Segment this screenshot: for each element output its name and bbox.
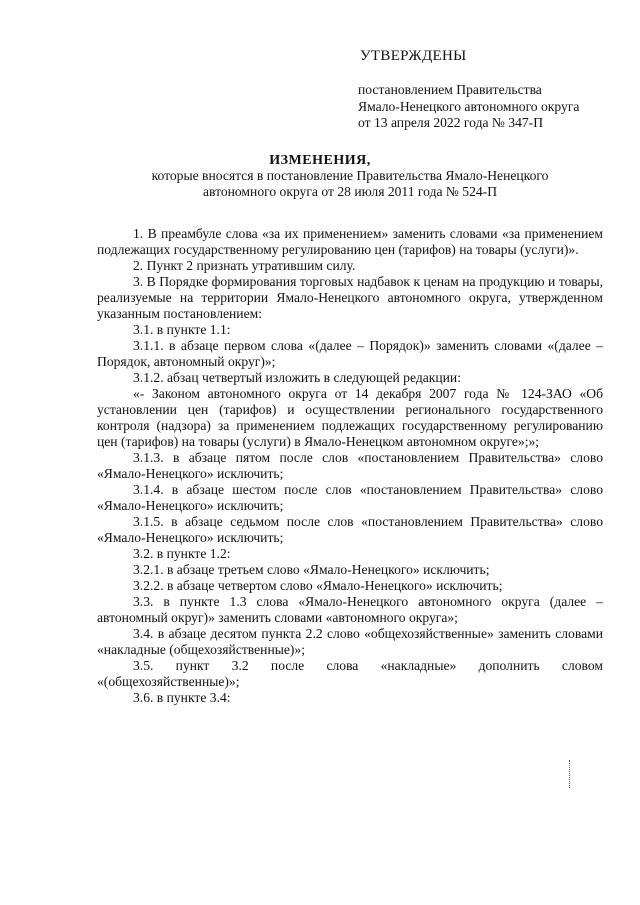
scan-mark	[569, 760, 571, 788]
approval-line: постановлением Правительства	[358, 82, 542, 97]
document-title: ИЗМЕНЕНИЯ,	[269, 153, 371, 168]
paragraph-2: 2. Пункт 2 признать утратившим силу.	[133, 258, 356, 273]
paragraph-3-5: 3.5. пункт 3.2 после слова «накладные» дополнить словом «(общехозяйственные)»;	[97, 658, 603, 689]
paragraph-3-3: 3.3. в пункте 1.3 слова «Ямало-Ненецкого автономного округа (далее – автономный округ)» заменить словами «автономного округа»;	[97, 594, 603, 625]
paragraph-3-2: 3.2. в пункте 1.2:	[133, 546, 231, 561]
approval-reference	[358, 82, 579, 132]
document-subtitle	[130, 168, 570, 200]
paragraph-3-1-5: 3.1.5. в абзаце седьмом после слов «постановлением Правительства» слово «Ямало-Ненецкого» исключить;	[97, 514, 603, 545]
document-body	[97, 226, 603, 706]
paragraph-3-2-1: 3.2.1. в абзаце третьем слово «Ямало-Ненецкого» исключить;	[133, 562, 490, 577]
paragraph-3-1: 3.1. в пункте 1.1:	[133, 322, 231, 337]
paragraph-quote: «- Законом автономного округа от 14 декабря 2007 года № 124-ЗАО «Об установлении цен (тарифов) и осуществлении регионального государственного контроля (надзора) за применением подлежащих государственному регулированию цен (тарифов) на товары (услуги) в Ямало-Ненецком автономном округе»;»;	[97, 386, 603, 449]
approval-line: Ямало-Ненецкого автономного округа	[358, 98, 580, 114]
subtitle-line: которые вносятся в постановление Правительства Ямало-Ненецкого	[151, 168, 549, 183]
paragraph-3-1-2: 3.1.2. абзац четвертый изложить в следующей редакции:	[133, 370, 461, 385]
paragraph-3-4: 3.4. в абзаце десятом пункта 2.2 слово «общехозяйственные» заменить словами «накладные (общехозяйственные)»;	[97, 626, 603, 657]
paragraph-3-1-1: 3.1.1. в абзаце первом слова «(далее – Порядок)» заменить словами «(далее – Порядок, автономный округ)»;	[97, 338, 603, 369]
approval-line: от 13 апреля 2022 года № 347-П	[358, 115, 544, 130]
paragraph-3-2-2: 3.2.2. в абзаце четвертом слово «Ямало-Ненецкого» исключить;	[133, 578, 503, 593]
paragraph-3-1-3: 3.1.3. в абзаце пятом после слов «постановлением Правительства» слово «Ямало-Ненецкого» исключить;	[97, 450, 603, 481]
approved-heading: УТВЕРЖДЕНЫ	[360, 48, 467, 64]
paragraph-3-1-4: 3.1.4. в абзаце шестом после слов «постановлением Правительства» слово «Ямало-Ненецкого» исключить;	[97, 482, 603, 513]
paragraph-3: 3. В Порядке формирования торговых надбавок к ценам на продукцию и товары, реализуемые на территории Ямало-Ненецкого автономного округа, утвержденном указанным постановлением:	[97, 274, 603, 321]
paragraph-3-6: 3.6. в пункте 3.4:	[133, 690, 231, 705]
subtitle-line: автономного округа от 28 июля 2011 года № 524-П	[202, 184, 498, 199]
paragraph-1: 1. В преамбуле слова «за их применением» заменить словами «за применением подлежащих государственному регулированию цен (тарифов) на товары (услуги)».	[97, 226, 603, 257]
